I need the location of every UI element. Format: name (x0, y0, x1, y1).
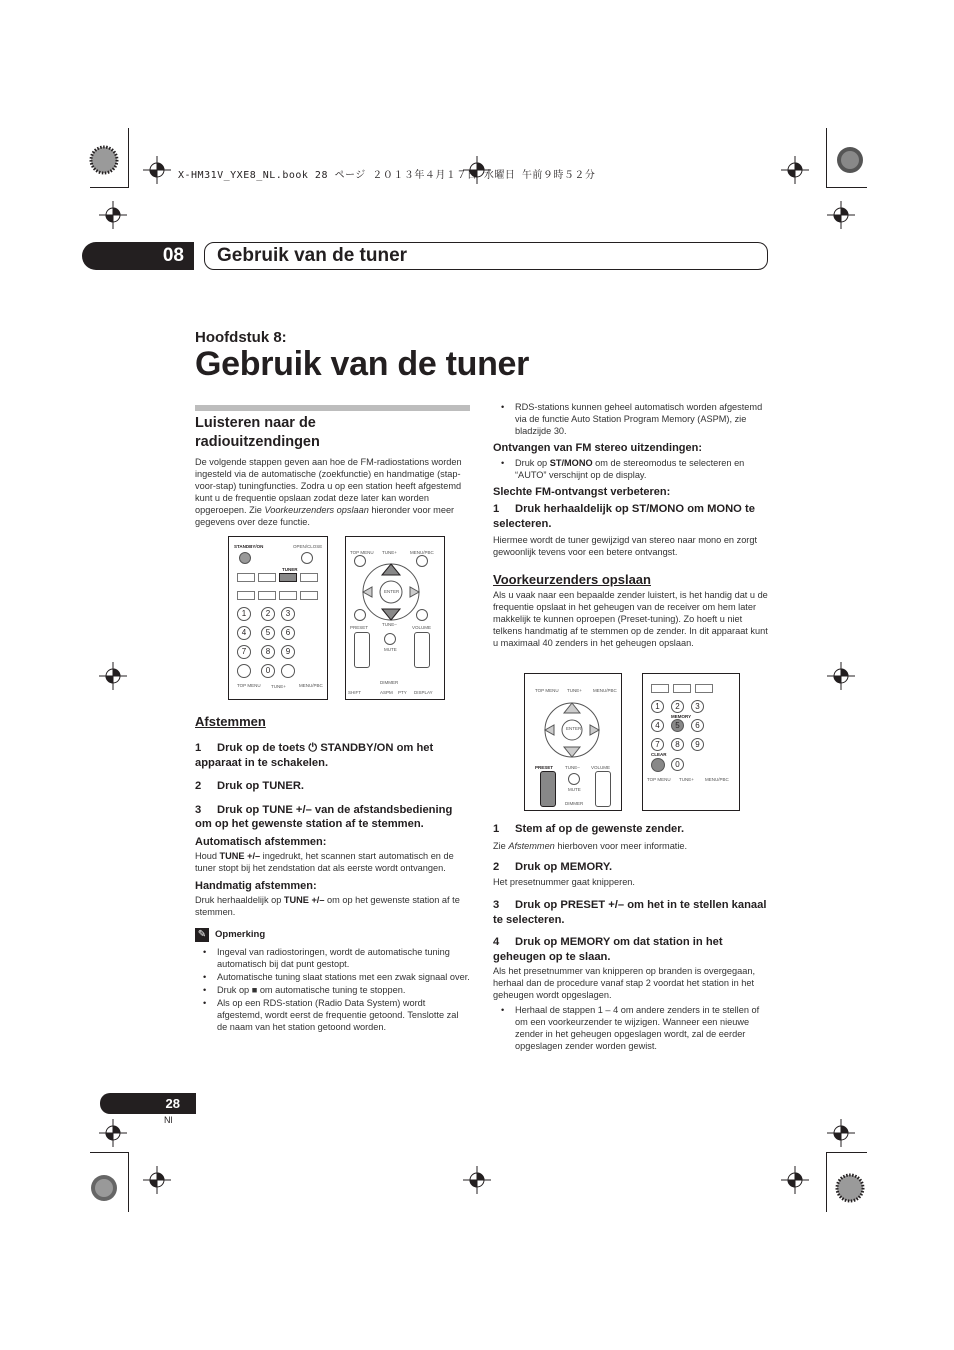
remote-illustration-right: TOP MENU TUNE+ MENU/PBC ENTER PRESET TUNE– VOLUME MUTE DIMMER SHIFT ASPM PTY DISPLAY (345, 536, 445, 700)
afstemmen-title: Afstemmen (195, 714, 266, 729)
section-title: Luisteren naar de radiouitzendingen (195, 415, 320, 450)
note-list (195, 946, 470, 1033)
intro-text: De volgende stappen geven aan hoe de FM-radiostations worden ingesteld via de automatische (zoekfunctie) en handmatige (stap-voor-stap) tuningfuncties. Zodra u op een station heeft afgestemd kunt u de frequentie opslaan zodat deze later kan worden opgeroepen. Zie Voorkeurzenders opslaan hieronder voor meer gegevens over deze functie. (195, 457, 462, 527)
page-title: Gebruik van de tuner (195, 345, 530, 383)
open-close-button (301, 552, 313, 564)
left-column (195, 414, 470, 528)
rds-bullet (493, 401, 768, 437)
auto-tuning-title: Automatisch afstemmen: (195, 835, 327, 848)
step-2: 2 Druk op TUNER. (195, 780, 305, 792)
manual-tuning-title: Handmatig afstemmen: (195, 879, 317, 892)
note-icon: ✎ (195, 928, 209, 942)
chapter-number: 08 (82, 242, 194, 270)
list-item: • Als op een RDS-station (Radio Data System) wordt afgestemd, wordt eerst de frequentie getoond. Tenslotte zal de naam van het station getoond worden. (195, 997, 470, 1033)
preset-title: Voorkeurzenders opslaan (493, 572, 651, 587)
chapter-title: Gebruik van de tuner (204, 242, 768, 270)
note-header: ✎ Opmerking (195, 928, 470, 942)
right-column (493, 401, 768, 649)
language-code: Nl (164, 1115, 173, 1125)
preset-steps: 1 Stem af op de gewenste zender. Zie Afstemmen hierboven voor meer informatie. 2 Druk op MEMORY. Het presetnummer gaat knipperen. 3 Druk op PRESET +/– om het in te stellen kanaal te selecteren. 4 Druk op MEMORY om dat station in het geheugen op te slaan. Als het presetnummer van knipperen op branden is overgegaan, herhaal dan de procedure vanaf stap 2 voordat het station in het geheugen wordt opgeslagen. • Herhaal de stappen 1 – 4 om andere zenders in te stellen of om een voorkeurzender te wijzigen. Wanneer een nieuwe zender in het geheugen opgeslagen wordt, zal de eerder opgeslagen zender worden gewist. (493, 822, 768, 1053)
clear-button (651, 758, 665, 772)
fm-improve-step: 1 Druk herhaaldelijk op ST/MONO om MONO te selecteren. (493, 503, 755, 530)
print-header: X-HM31V_YXE8_NL.book 28 ページ ２０１３年４月１７日 水曜日 午前９時５２分 (178, 170, 596, 181)
standby-button (239, 552, 251, 564)
list-item: • Ingeval van radiostoringen, wordt de automatische tuning automatisch bij dat punt gestopt. (195, 946, 470, 970)
remote-illustration-preset: TOP MENU TUNE+ MENU/PBC ENTER PRESET TUNE– VOLUME MUTE DIMMER (524, 673, 622, 811)
preset-intro: Als u vaak naar een bepaalde zender luistert, is het handig dat u de frequentie opslaat in het geheugen van de receiver om hem later makkelijk te kunnen oproepen (Preset-tuning). Zo hoeft u niet telkens handmatig af te stemmen op de zender. In dit apparaat kunt u maximaal 40 zenders in het geheugen opslaan. (493, 590, 768, 648)
fm-stereo-title: Ontvangen van FM stereo uitzendingen: (493, 442, 703, 454)
list-item: • Automatische tuning slaat stations met een zwak signaal over. (195, 971, 470, 983)
preset-button (540, 771, 556, 807)
fm-improve-text: Hiermee wordt de tuner gewijzigd van stereo naar mono en zorgt gewoonlijk tevens voor een betere ontvangst. (493, 535, 758, 557)
preset-step-3: 3 Druk op PRESET +/– om het in te stellen kanaal te selecteren. (493, 899, 767, 926)
list-item: • Herhaal de stappen 1 – 4 om andere zenders in te stellen of om een voorkeurzender te wijzigen. Wanneer een nieuwe zender in het geheugen opgeslagen wordt, zal de eerder opgeslagen zender worden gewist. (493, 1004, 768, 1052)
remote-illustration-left: STANDBY/ON OPEN/CLOSE TUNER 1 2 3 4 5 6 7 8 9 0 TOP MENU TUNE+ MENU/PBC (228, 536, 328, 700)
preset-step-2: 2 Druk op MEMORY. (493, 860, 613, 873)
chapter-label: Hoofdstuk 8: (195, 329, 287, 346)
manual-tuning-text: Druk herhaaldelijk op TUNE +/– om op het gewenste station af te stemmen. (195, 894, 460, 917)
list-item: • Druk op ST/MONO om de stereomodus te selecteren en “AUTO” verschijnt op de display. (493, 457, 768, 481)
preset-step-4: 4 Druk op MEMORY om dat station in het geheugen op te slaan. (493, 936, 723, 963)
fm-improve-title: Slechte FM-ontvangst verbeteren: (493, 486, 671, 498)
remote-illustration-memory: 1 2 3 MEMORY 4 5 6 7 8 9 CLEAR 0 TOP MENU TUNE+ MENU/PBC (642, 673, 740, 811)
step-3: 3 Druk op TUNE +/– van de afstandsbediening om op het gewenste station af te stemmen. (195, 803, 453, 830)
list-item: • Druk op ■ om automatische tuning te stoppen. (195, 984, 470, 996)
section-divider (195, 405, 470, 411)
page-number: 28 (100, 1093, 196, 1114)
final-bullet (493, 1004, 768, 1052)
tuner-button (279, 573, 297, 582)
fm-stereo-bullet (493, 457, 768, 481)
step-1: 1 Druk op de toets ⏻ STANDBY/ON om het apparaat in te schakelen. (195, 742, 434, 769)
preset-step-1: 1 Stem af op de gewenste zender. (493, 823, 685, 835)
list-item: • RDS-stations kunnen geheel automatisch worden afgestemd via de functie Auto Station Program Memory (ASPM), zie bladzijde 30. (493, 401, 768, 437)
auto-tuning-text: Houd TUNE +/– ingedrukt, het scannen start automatisch en de tuner stopt bij het zendstation dat als eerste wordt ontvangen. (195, 850, 454, 873)
afstemmen-section (195, 716, 470, 1034)
